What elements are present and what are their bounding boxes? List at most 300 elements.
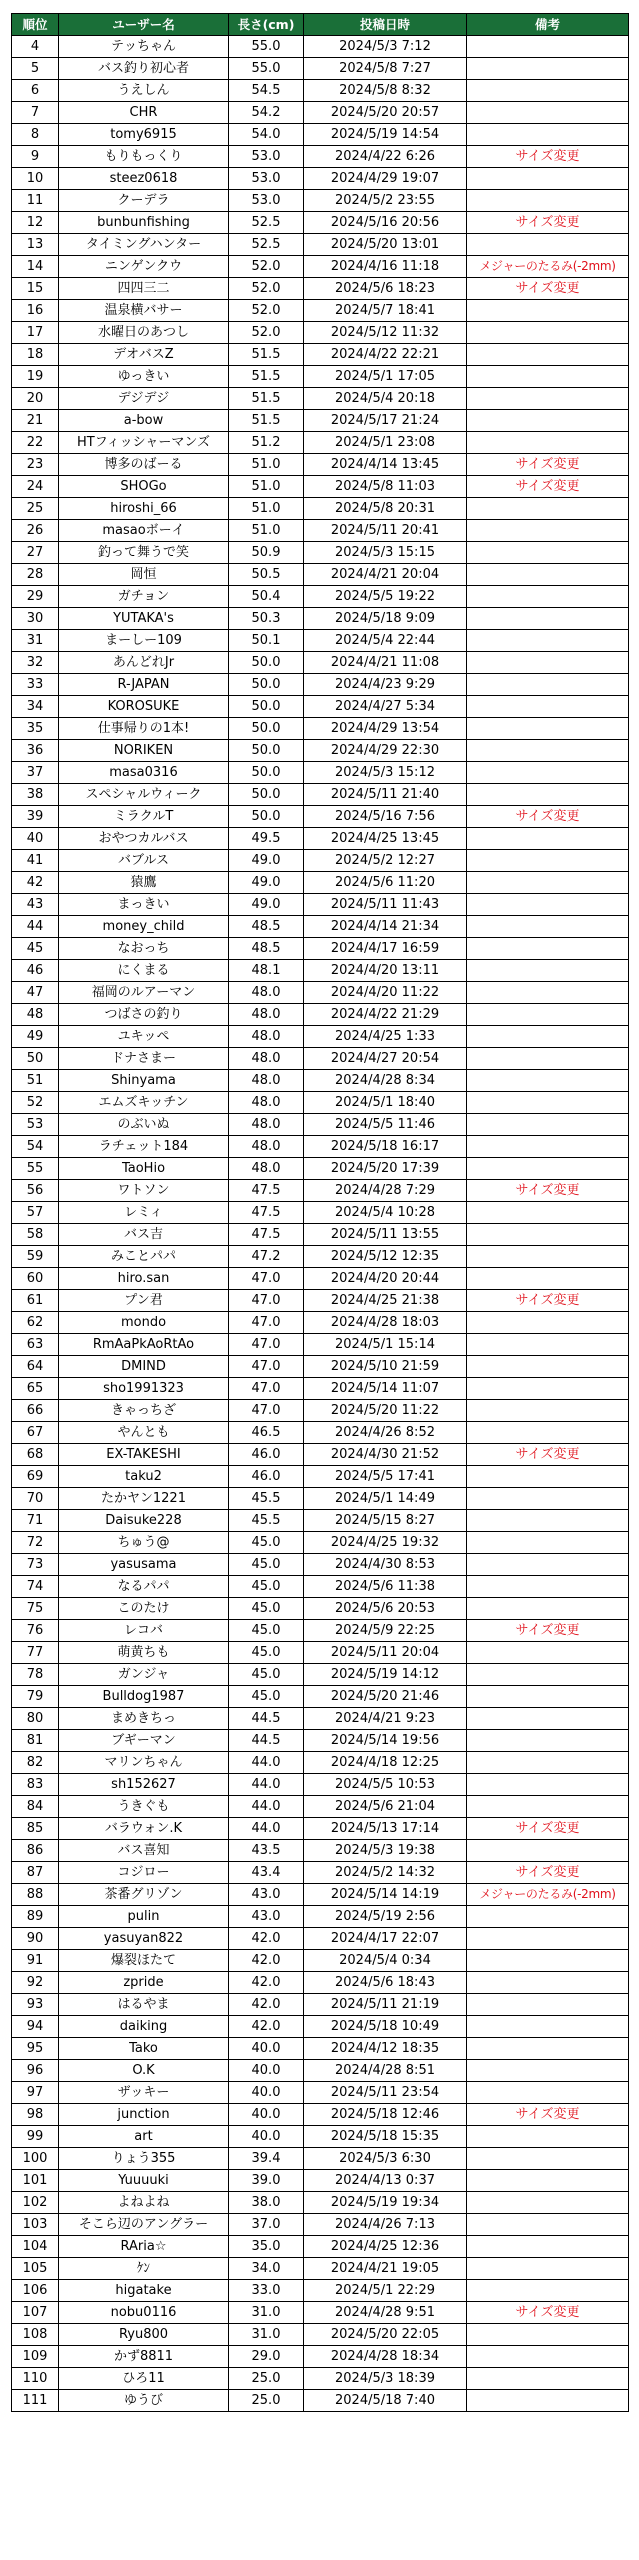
table-row (12, 410, 629, 432)
cell-user-name: デジデジ (59, 388, 229, 410)
cell-user-name: 四四三二 (59, 278, 229, 300)
cell-user-name: うきぐも (59, 1796, 229, 1818)
table-row (12, 1180, 629, 1202)
cell-rank: 96 (12, 2060, 59, 2082)
cell-note (467, 784, 629, 806)
table-row (12, 1950, 629, 1972)
cell-post-date: 2024/5/1 14:49 (304, 1488, 467, 1510)
cell-length: 54.2 (229, 102, 304, 124)
cell-rank: 4 (12, 36, 59, 58)
cell-rank: 102 (12, 2192, 59, 2214)
table-row (12, 938, 629, 960)
cell-note: サイズ変更 (467, 1444, 629, 1466)
cell-user-name: RmAaPkAoRtAo (59, 1334, 229, 1356)
table-row (12, 1224, 629, 1246)
table-row (12, 1598, 629, 1620)
cell-length: 44.0 (229, 1796, 304, 1818)
cell-rank: 11 (12, 190, 59, 212)
cell-user-name: 爆裂ほたて (59, 1950, 229, 1972)
cell-rank: 21 (12, 410, 59, 432)
cell-user-name: TaoHio (59, 1158, 229, 1180)
cell-post-date: 2024/5/5 19:22 (304, 586, 467, 608)
table-row (12, 1884, 629, 1906)
cell-note (467, 1642, 629, 1664)
cell-rank: 79 (12, 1686, 59, 1708)
cell-length: 40.0 (229, 2126, 304, 2148)
ranking-table (11, 13, 629, 2412)
cell-post-date: 2024/4/21 11:08 (304, 652, 467, 674)
table-row (12, 1422, 629, 1444)
cell-length: 43.0 (229, 1906, 304, 1928)
cell-user-name: steez0618 (59, 168, 229, 190)
cell-length: 54.0 (229, 124, 304, 146)
table-header (12, 14, 629, 36)
cell-post-date: 2024/4/28 18:34 (304, 2346, 467, 2368)
cell-rank: 13 (12, 234, 59, 256)
cell-note (467, 2324, 629, 2346)
table-row (12, 278, 629, 300)
cell-rank: 25 (12, 498, 59, 520)
cell-post-date: 2024/5/1 17:05 (304, 366, 467, 388)
table-row (12, 256, 629, 278)
cell-note (467, 1026, 629, 1048)
cell-rank: 82 (12, 1752, 59, 1774)
cell-user-name: もりもっくり (59, 146, 229, 168)
cell-length: 45.0 (229, 1620, 304, 1642)
cell-rank: 20 (12, 388, 59, 410)
table-row (12, 696, 629, 718)
cell-note: サイズ変更 (467, 2104, 629, 2126)
table-row (12, 2104, 629, 2126)
cell-user-name: 茶番グリゾン (59, 1884, 229, 1906)
cell-user-name: まめきちっ (59, 1708, 229, 1730)
cell-note (467, 520, 629, 542)
cell-length: 44.0 (229, 1752, 304, 1774)
cell-rank: 90 (12, 1928, 59, 1950)
cell-note (467, 1048, 629, 1070)
cell-user-name: ラチェット184 (59, 1136, 229, 1158)
table-row (12, 168, 629, 190)
cell-rank: 61 (12, 1290, 59, 1312)
cell-length: 50.0 (229, 718, 304, 740)
cell-length: 49.0 (229, 872, 304, 894)
cell-user-name: プン君 (59, 1290, 229, 1312)
cell-length: 53.0 (229, 190, 304, 212)
cell-post-date: 2024/5/11 21:19 (304, 1994, 467, 2016)
cell-length: 52.5 (229, 234, 304, 256)
cell-rank: 111 (12, 2390, 59, 2412)
cell-note (467, 1466, 629, 1488)
cell-user-name: バラウォン.K (59, 1818, 229, 1840)
cell-note (467, 2126, 629, 2148)
cell-note (467, 1708, 629, 1730)
cell-post-date: 2024/5/18 15:35 (304, 2126, 467, 2148)
cell-note: メジャーのたるみ(-2mm) (467, 1884, 629, 1906)
table-row (12, 432, 629, 454)
cell-length: 46.0 (229, 1466, 304, 1488)
cell-rank: 75 (12, 1598, 59, 1620)
cell-post-date: 2024/5/12 12:35 (304, 1246, 467, 1268)
cell-post-date: 2024/4/28 8:34 (304, 1070, 467, 1092)
cell-rank: 86 (12, 1840, 59, 1862)
table-row (12, 2126, 629, 2148)
cell-rank: 105 (12, 2258, 59, 2280)
table-row (12, 2302, 629, 2324)
cell-length: 38.0 (229, 2192, 304, 2214)
cell-rank: 59 (12, 1246, 59, 1268)
cell-length: 35.0 (229, 2236, 304, 2258)
cell-length: 44.0 (229, 1818, 304, 1840)
cell-note (467, 1488, 629, 1510)
cell-user-name: sho1991323 (59, 1378, 229, 1400)
table-row (12, 960, 629, 982)
cell-note (467, 938, 629, 960)
cell-rank: 28 (12, 564, 59, 586)
cell-user-name: 福岡のルアーマン (59, 982, 229, 1004)
table-row (12, 674, 629, 696)
cell-length: 40.0 (229, 2060, 304, 2082)
cell-note (467, 344, 629, 366)
cell-length: 50.1 (229, 630, 304, 652)
cell-user-name: エムズキッチン (59, 1092, 229, 1114)
cell-rank: 18 (12, 344, 59, 366)
cell-note (467, 102, 629, 124)
cell-length: 45.0 (229, 1686, 304, 1708)
cell-note (467, 234, 629, 256)
cell-post-date: 2024/4/14 21:34 (304, 916, 467, 938)
cell-rank: 64 (12, 1356, 59, 1378)
cell-user-name: みことパパ (59, 1246, 229, 1268)
cell-note (467, 2258, 629, 2280)
cell-note (467, 1312, 629, 1334)
cell-user-name: Bulldog1987 (59, 1686, 229, 1708)
cell-rank: 16 (12, 300, 59, 322)
cell-rank: 10 (12, 168, 59, 190)
cell-post-date: 2024/5/10 21:59 (304, 1356, 467, 1378)
cell-rank: 45 (12, 938, 59, 960)
cell-user-name: ミラクルT (59, 806, 229, 828)
cell-note: サイズ変更 (467, 1862, 629, 1884)
cell-rank: 44 (12, 916, 59, 938)
cell-post-date: 2024/5/14 19:56 (304, 1730, 467, 1752)
cell-note (467, 1422, 629, 1444)
cell-post-date: 2024/5/11 11:43 (304, 894, 467, 916)
table-row (12, 520, 629, 542)
cell-length: 44.5 (229, 1708, 304, 1730)
cell-note (467, 432, 629, 454)
cell-rank: 65 (12, 1378, 59, 1400)
cell-rank: 97 (12, 2082, 59, 2104)
cell-rank: 99 (12, 2126, 59, 2148)
cell-user-name: ｹﾝ (59, 2258, 229, 2280)
cell-length: 52.0 (229, 322, 304, 344)
cell-rank: 37 (12, 762, 59, 784)
table-row (12, 542, 629, 564)
cell-post-date: 2024/5/2 12:27 (304, 850, 467, 872)
cell-post-date: 2024/5/20 22:05 (304, 2324, 467, 2346)
cell-note (467, 2214, 629, 2236)
table-row (12, 982, 629, 1004)
cell-post-date: 2024/4/21 19:05 (304, 2258, 467, 2280)
table-body (12, 36, 629, 2412)
cell-note: サイズ変更 (467, 806, 629, 828)
cell-post-date: 2024/5/18 10:49 (304, 2016, 467, 2038)
table-row (12, 1510, 629, 1532)
cell-rank: 110 (12, 2368, 59, 2390)
cell-post-date: 2024/5/18 12:46 (304, 2104, 467, 2126)
cell-note (467, 1004, 629, 1026)
cell-post-date: 2024/4/25 21:38 (304, 1290, 467, 1312)
cell-post-date: 2024/5/6 20:53 (304, 1598, 467, 1620)
table-row (12, 102, 629, 124)
cell-post-date: 2024/5/3 15:12 (304, 762, 467, 784)
cell-length: 47.0 (229, 1400, 304, 1422)
cell-note (467, 1136, 629, 1158)
table-row (12, 1026, 629, 1048)
cell-length: 50.9 (229, 542, 304, 564)
cell-user-name: Daisuke228 (59, 1510, 229, 1532)
cell-post-date: 2024/4/28 18:03 (304, 1312, 467, 1334)
cell-note (467, 982, 629, 1004)
cell-post-date: 2024/5/11 23:54 (304, 2082, 467, 2104)
cell-user-name: にくまる (59, 960, 229, 982)
cell-rank: 77 (12, 1642, 59, 1664)
table-row (12, 36, 629, 58)
cell-post-date: 2024/4/25 1:33 (304, 1026, 467, 1048)
cell-note (467, 58, 629, 80)
cell-post-date: 2024/5/17 21:24 (304, 410, 467, 432)
cell-note (467, 1950, 629, 1972)
cell-length: 48.0 (229, 1070, 304, 1092)
cell-note (467, 1972, 629, 1994)
cell-note (467, 2236, 629, 2258)
cell-post-date: 2024/5/20 20:57 (304, 102, 467, 124)
table-row (12, 784, 629, 806)
cell-user-name: クーデラ (59, 190, 229, 212)
cell-user-name: 岡恒 (59, 564, 229, 586)
cell-length: 44.5 (229, 1730, 304, 1752)
cell-length: 47.2 (229, 1246, 304, 1268)
cell-length: 48.0 (229, 1136, 304, 1158)
table-row (12, 388, 629, 410)
cell-user-name: 釣って舞うで笑 (59, 542, 229, 564)
cell-user-name: のぶいぬ (59, 1114, 229, 1136)
cell-post-date: 2024/5/3 7:12 (304, 36, 467, 58)
cell-length: 31.0 (229, 2324, 304, 2346)
cell-rank: 67 (12, 1422, 59, 1444)
cell-rank: 56 (12, 1180, 59, 1202)
cell-note (467, 1114, 629, 1136)
table-row (12, 1268, 629, 1290)
cell-note (467, 1576, 629, 1598)
cell-length: 52.0 (229, 300, 304, 322)
cell-post-date: 2024/5/6 11:38 (304, 1576, 467, 1598)
cell-length: 50.0 (229, 740, 304, 762)
table-row (12, 872, 629, 894)
cell-note (467, 124, 629, 146)
cell-length: 43.4 (229, 1862, 304, 1884)
cell-note (467, 696, 629, 718)
cell-note (467, 2060, 629, 2082)
cell-post-date: 2024/5/11 13:55 (304, 1224, 467, 1246)
table-row (12, 1092, 629, 1114)
cell-note (467, 1092, 629, 1114)
table-row (12, 2368, 629, 2390)
cell-post-date: 2024/5/11 20:04 (304, 1642, 467, 1664)
cell-post-date: 2024/4/20 11:22 (304, 982, 467, 1004)
cell-note: メジャーのたるみ(-2mm) (467, 256, 629, 278)
cell-user-name: りょう355 (59, 2148, 229, 2170)
cell-rank: 74 (12, 1576, 59, 1598)
cell-user-name: バス釣り初心者 (59, 58, 229, 80)
cell-length: 44.0 (229, 1774, 304, 1796)
cell-note (467, 2148, 629, 2170)
table-row (12, 1312, 629, 1334)
cell-length: 53.0 (229, 146, 304, 168)
cell-post-date: 2024/5/18 9:09 (304, 608, 467, 630)
cell-post-date: 2024/5/4 0:34 (304, 1950, 467, 1972)
cell-user-name: レミィ (59, 1202, 229, 1224)
table-row (12, 212, 629, 234)
cell-length: 25.0 (229, 2390, 304, 2412)
cell-post-date: 2024/5/6 11:20 (304, 872, 467, 894)
cell-rank: 94 (12, 2016, 59, 2038)
cell-length: 45.0 (229, 1598, 304, 1620)
cell-post-date: 2024/4/30 21:52 (304, 1444, 467, 1466)
cell-note (467, 190, 629, 212)
cell-post-date: 2024/5/6 21:04 (304, 1796, 467, 1818)
cell-user-name: バブルス (59, 850, 229, 872)
header-row (12, 14, 629, 36)
cell-length: 42.0 (229, 2016, 304, 2038)
cell-rank: 41 (12, 850, 59, 872)
cell-length: 31.0 (229, 2302, 304, 2324)
cell-user-name: pulin (59, 1906, 229, 1928)
header-note: 備考 (467, 14, 629, 36)
cell-user-name: CHR (59, 102, 229, 124)
table-row (12, 2390, 629, 2412)
cell-rank: 69 (12, 1466, 59, 1488)
cell-rank: 19 (12, 366, 59, 388)
cell-rank: 72 (12, 1532, 59, 1554)
table-row (12, 1796, 629, 1818)
table-row (12, 916, 629, 938)
cell-length: 48.0 (229, 1026, 304, 1048)
cell-user-name: ちゅう@ (59, 1532, 229, 1554)
cell-post-date: 2024/4/28 7:29 (304, 1180, 467, 1202)
cell-user-name: art (59, 2126, 229, 2148)
cell-rank: 55 (12, 1158, 59, 1180)
cell-rank: 71 (12, 1510, 59, 1532)
cell-note (467, 586, 629, 608)
cell-user-name: まっきい (59, 894, 229, 916)
cell-note (467, 674, 629, 696)
table-row (12, 652, 629, 674)
table-row (12, 1466, 629, 1488)
cell-note (467, 608, 629, 630)
cell-user-name: ガチョン (59, 586, 229, 608)
table-row (12, 1686, 629, 1708)
cell-rank: 57 (12, 1202, 59, 1224)
cell-post-date: 2024/4/25 13:45 (304, 828, 467, 850)
cell-rank: 38 (12, 784, 59, 806)
cell-rank: 62 (12, 1312, 59, 1334)
cell-length: 50.0 (229, 806, 304, 828)
cell-length: 33.0 (229, 2280, 304, 2302)
cell-post-date: 2024/5/8 11:03 (304, 476, 467, 498)
cell-rank: 39 (12, 806, 59, 828)
cell-length: 51.2 (229, 432, 304, 454)
cell-length: 25.0 (229, 2368, 304, 2390)
cell-post-date: 2024/4/30 8:53 (304, 1554, 467, 1576)
cell-rank: 81 (12, 1730, 59, 1752)
cell-length: 42.0 (229, 1950, 304, 1972)
cell-note (467, 388, 629, 410)
cell-note: サイズ変更 (467, 2302, 629, 2324)
table-row (12, 80, 629, 102)
cell-note (467, 1246, 629, 1268)
cell-note (467, 960, 629, 982)
cell-post-date: 2024/5/20 11:22 (304, 1400, 467, 1422)
table-row (12, 1136, 629, 1158)
cell-length: 50.3 (229, 608, 304, 630)
cell-user-name: はるやま (59, 1994, 229, 2016)
cell-note (467, 2038, 629, 2060)
cell-post-date: 2024/5/3 6:30 (304, 2148, 467, 2170)
cell-user-name: ワトソン (59, 1180, 229, 1202)
cell-rank: 33 (12, 674, 59, 696)
cell-rank: 23 (12, 454, 59, 476)
table-row (12, 2280, 629, 2302)
cell-length: 47.5 (229, 1224, 304, 1246)
cell-length: 48.0 (229, 1114, 304, 1136)
cell-post-date: 2024/5/18 7:40 (304, 2390, 467, 2412)
cell-length: 40.0 (229, 2104, 304, 2126)
cell-post-date: 2024/5/16 20:56 (304, 212, 467, 234)
cell-rank: 14 (12, 256, 59, 278)
table-row (12, 1554, 629, 1576)
cell-length: 51.5 (229, 344, 304, 366)
cell-note (467, 1378, 629, 1400)
cell-user-name: 博多のばーる (59, 454, 229, 476)
cell-user-name: 温泉横バサー (59, 300, 229, 322)
cell-post-date: 2024/4/26 8:52 (304, 1422, 467, 1444)
cell-user-name: コジロー (59, 1862, 229, 1884)
cell-post-date: 2024/5/4 10:28 (304, 1202, 467, 1224)
cell-rank: 80 (12, 1708, 59, 1730)
cell-rank: 66 (12, 1400, 59, 1422)
cell-rank: 60 (12, 1268, 59, 1290)
cell-length: 48.0 (229, 1158, 304, 1180)
cell-rank: 104 (12, 2236, 59, 2258)
cell-length: 49.0 (229, 894, 304, 916)
table-row (12, 2258, 629, 2280)
table-row (12, 1620, 629, 1642)
cell-rank: 27 (12, 542, 59, 564)
cell-rank: 36 (12, 740, 59, 762)
table-row (12, 1840, 629, 1862)
table-row (12, 1114, 629, 1136)
cell-length: 47.0 (229, 1378, 304, 1400)
cell-user-name: なるパパ (59, 1576, 229, 1598)
cell-rank: 100 (12, 2148, 59, 2170)
cell-rank: 30 (12, 608, 59, 630)
cell-length: 46.5 (229, 1422, 304, 1444)
cell-post-date: 2024/4/27 5:34 (304, 696, 467, 718)
cell-note (467, 1158, 629, 1180)
cell-post-date: 2024/4/23 9:29 (304, 674, 467, 696)
table-row (12, 2038, 629, 2060)
